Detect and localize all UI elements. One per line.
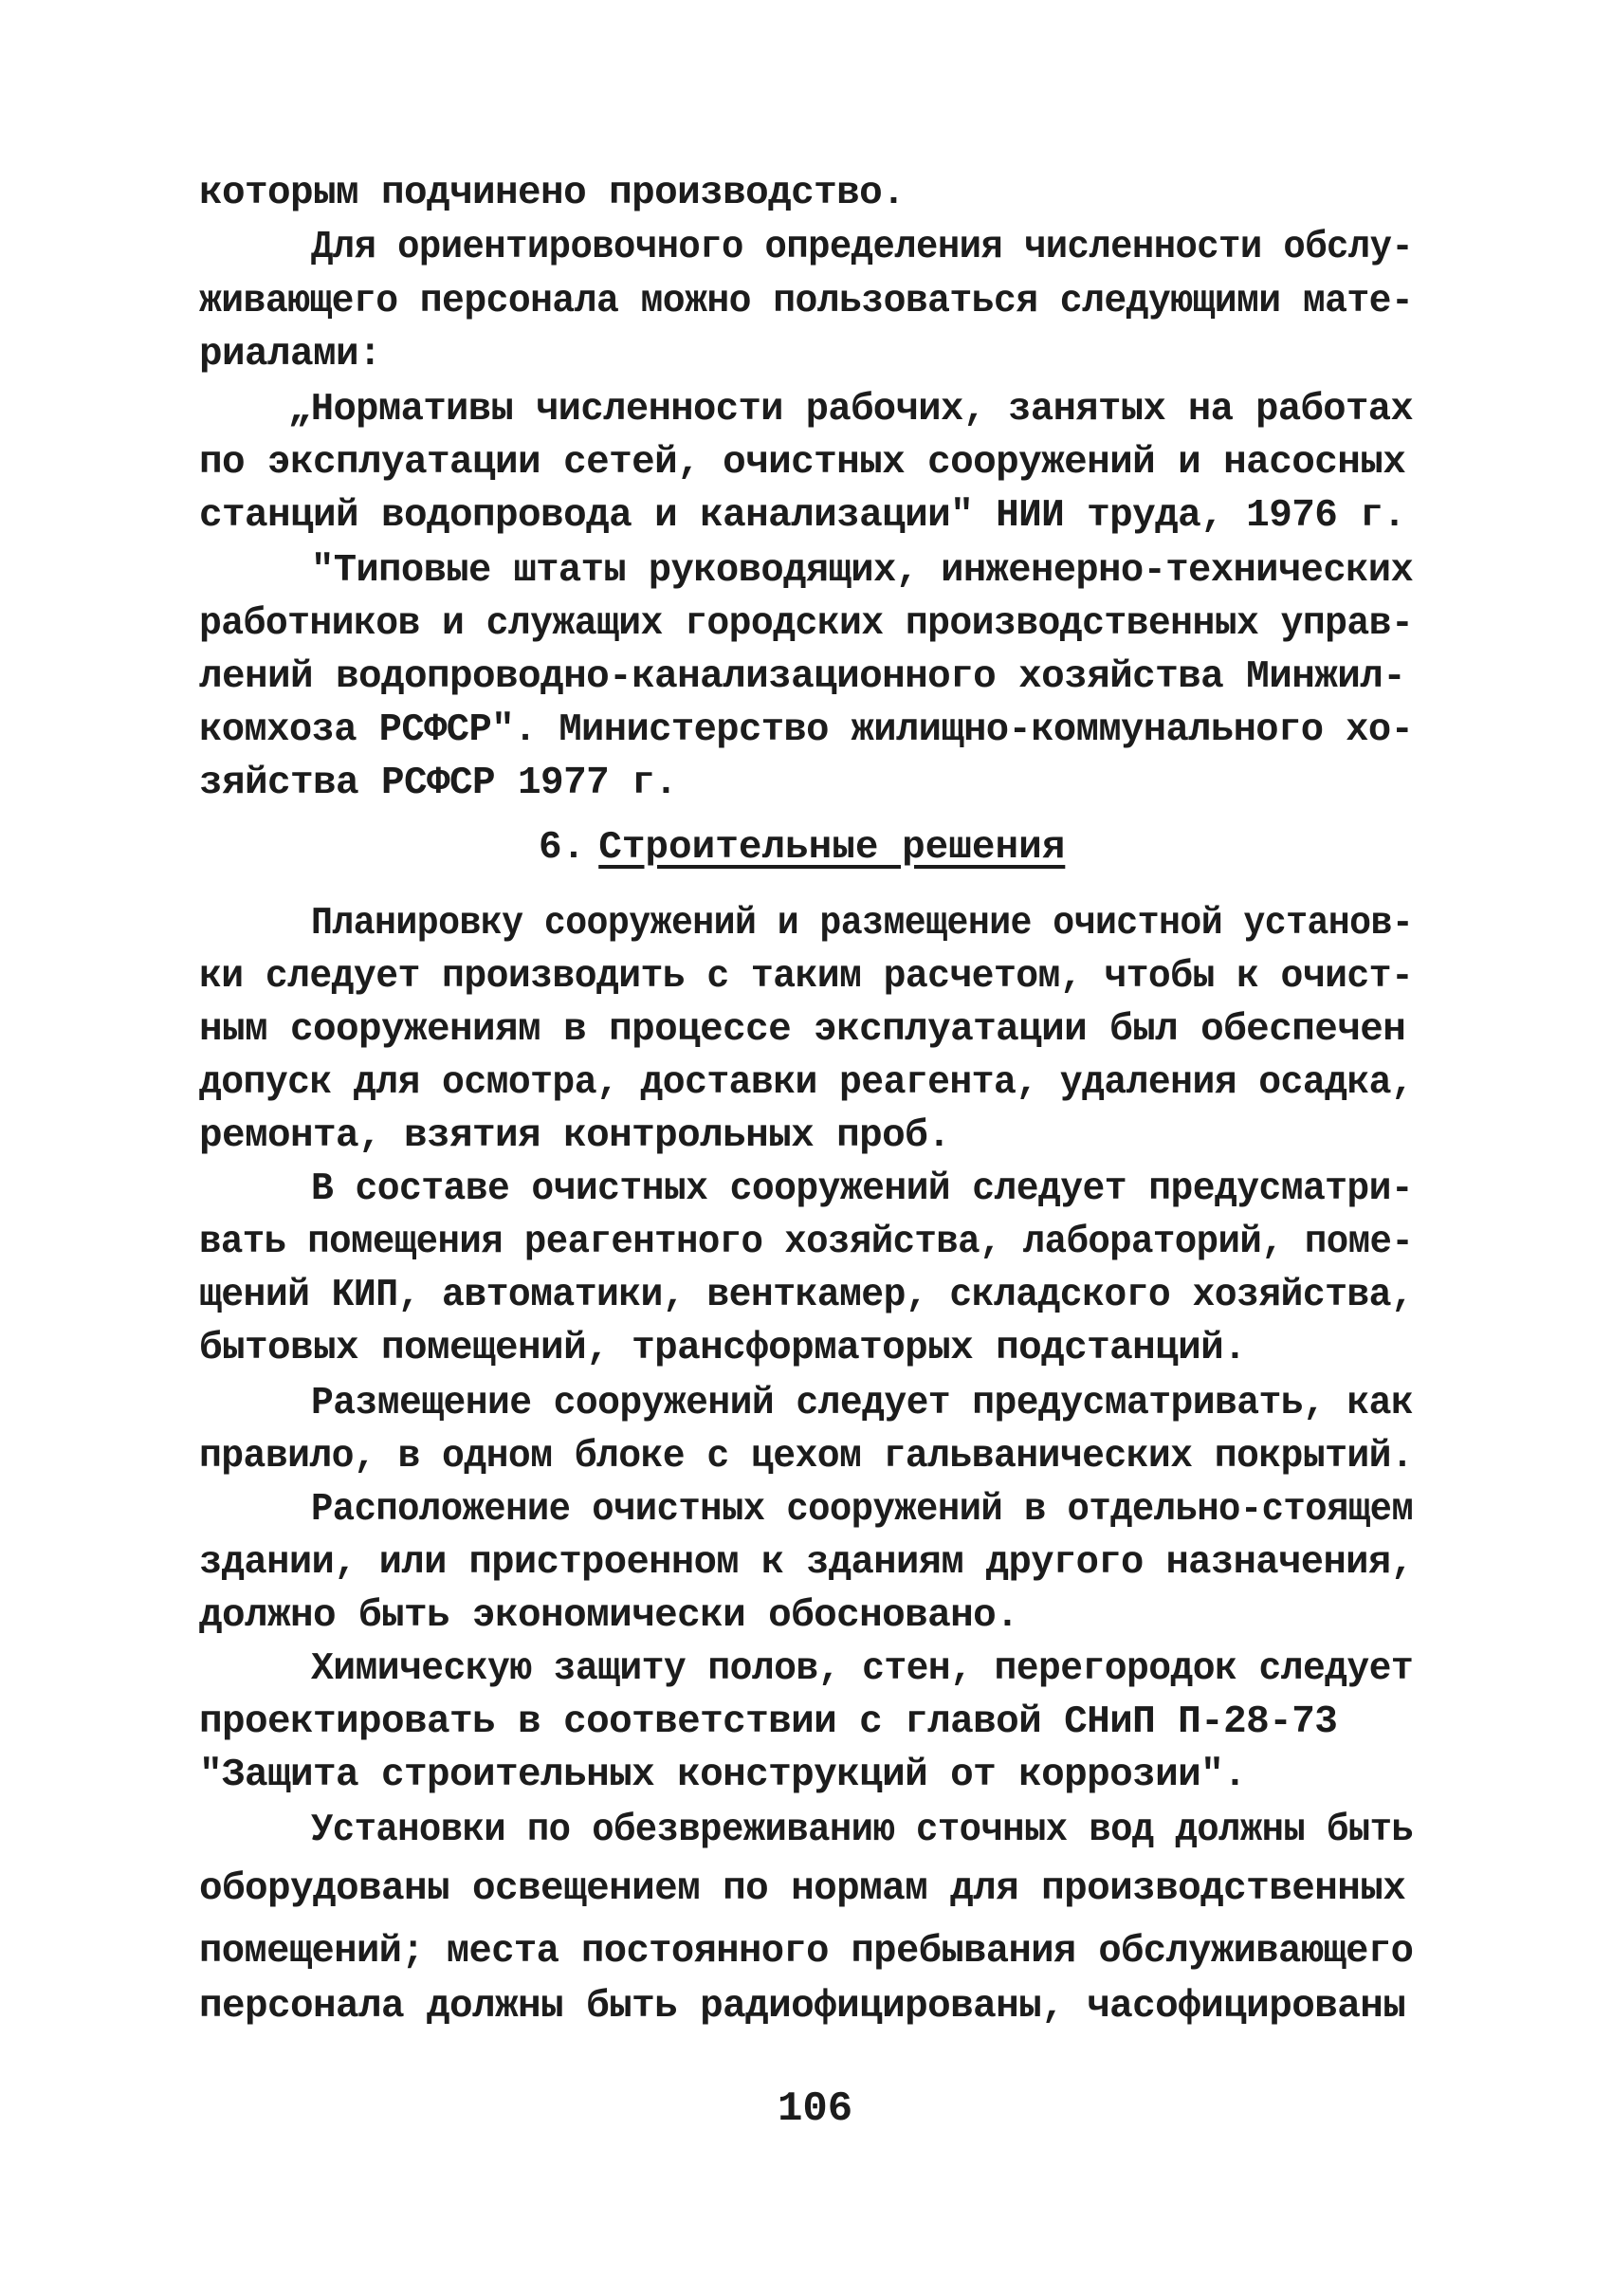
text-line: бытовых помещений, трансформаторых подстанций. <box>199 1327 1247 1370</box>
text-line: риалами: <box>199 333 382 377</box>
text-line: комхоза РСФСР". Министерство жилищно-коммунального хо- <box>199 708 1414 752</box>
text-line: помещений; места постоянного пребывания обслуживающего <box>199 1930 1414 1974</box>
section-number: 6. <box>539 826 586 870</box>
text-line: правило, в одном блоке с цехом гальванических покрытий. <box>199 1435 1414 1479</box>
text-line: проектировать в соответствии с главой СНиП П-28-73 <box>199 1700 1338 1744</box>
text-line: которым подчинено производство. <box>199 172 906 215</box>
paragraph-start: Установки по обезвреживанию сточных вод должны быть <box>311 1809 1414 1852</box>
text-line: ки следует производить с таким расчетом, чтобы к очист- <box>199 955 1414 999</box>
text-line: щений КИП, автоматики, венткамер, складского хозяйства, <box>199 1274 1414 1317</box>
text-line: вать помещения реагентного хозяйства, лабораторий, поме- <box>199 1221 1414 1264</box>
section-heading <box>539 825 1065 871</box>
paragraph-start: Размещение сооружений следует предусматривать, как <box>311 1382 1414 1425</box>
text-line: зяйства РСФСР 1977 г. <box>199 762 678 805</box>
text-line: персонала должны быть радиофицированы, часофицированы <box>199 1985 1406 2029</box>
text-line: по эксплуатации сетей, очистных сооружений и насосных <box>199 441 1406 485</box>
text-line: работников и служащих городских производственных управ- <box>199 602 1414 646</box>
text-line: лений водопроводно-канализационного хозяйства Минжил- <box>199 655 1406 699</box>
text-line: живающего персонала можно пользоваться следующими мате- <box>199 280 1414 323</box>
paragraph-start: „Нормативы численности рабочих, занятых на работах <box>288 388 1414 432</box>
section-title: Строительные решения <box>598 826 1066 870</box>
paragraph-start: "Типовые штаты руководящих, инженерно-технических <box>311 549 1414 593</box>
text-line: оборудованы освещением по нормам для производственных <box>199 1867 1406 1911</box>
text-line: должно быть экономически обосновано. <box>199 1594 1019 1638</box>
text-line: ным сооружениям в процессе эксплуатации был обеспечен <box>199 1008 1406 1052</box>
paragraph-start: Для ориентировочного определения численности обслу- <box>311 226 1414 269</box>
paragraph-start: Планировку сооружений и размещение очистной установ- <box>311 902 1414 946</box>
text-line: ремонта, взятия контрольных проб. <box>199 1114 951 1158</box>
text-line: допуск для осмотра, доставки реагента, удаления осадка, <box>199 1061 1414 1105</box>
paragraph-start: Химическую защиту полов, стен, перегородок следует <box>311 1647 1414 1691</box>
text-line: станций водопровода и канализации" НИИ труда, 1976 г. <box>199 494 1406 538</box>
paragraph-start: Расположение очистных сооружений в отдельно-стоящем <box>311 1488 1414 1532</box>
page-number: 106 <box>778 2085 853 2133</box>
text-line: "Защита строительных конструкций от коррозии". <box>199 1754 1247 1797</box>
text-line: здании, или пристроенном к зданиям другого назначения, <box>199 1541 1414 1585</box>
paragraph-start: В составе очистных сооружений следует предусматри- <box>311 1167 1414 1211</box>
